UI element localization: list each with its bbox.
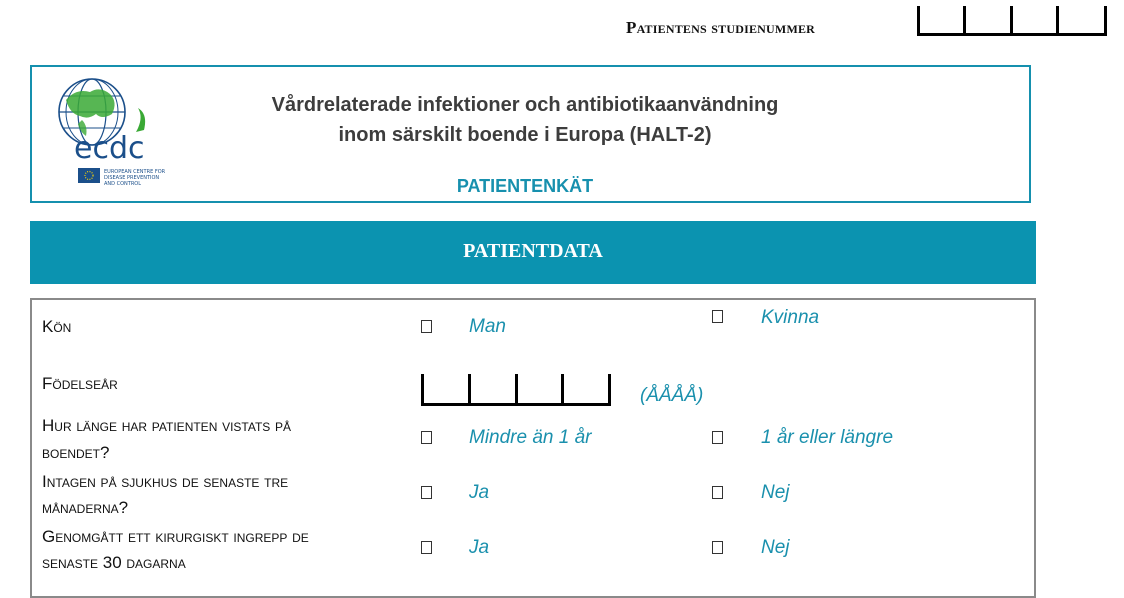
- header-title-line-2: inom särskilt boende i Europa (HALT-2): [338, 124, 712, 146]
- surgery-no-checkbox[interactable]: [712, 541, 723, 554]
- hospital-yes-option: Ja: [469, 482, 490, 503]
- stay-long-checkbox[interactable]: [712, 431, 723, 444]
- gender-man-checkbox[interactable]: [421, 320, 432, 333]
- header-title-line-1: Vårdrelaterade infektioner och antibiotikaanvändning: [271, 94, 779, 116]
- ecdc-wordmark: ecdc: [74, 131, 145, 166]
- svg-text:EUROPEAN CENTRE FOR: EUROPEAN CENTRE FOR: [104, 169, 166, 175]
- surgery-label-line-1: Genomgått ett kirurgiskt ingrepp de: [42, 527, 309, 546]
- study-number-label: Patientens studienummer: [626, 18, 816, 37]
- stay-label-line-1: Hur länge har patienten vistats på: [42, 416, 292, 435]
- study-number-input[interactable]: [917, 6, 1107, 36]
- svg-text:AND CONTROL: AND CONTROL: [104, 181, 142, 187]
- svg-text:DISEASE PREVENTION: DISEASE PREVENTION: [104, 175, 160, 181]
- surgery-yes-option: Ja: [469, 537, 490, 558]
- section-title: PATIENTDATA: [463, 240, 603, 262]
- hospital-label-line-2: månaderna?: [42, 498, 129, 517]
- gender-label: Kön: [42, 317, 72, 336]
- stay-label-line-2: boendet?: [42, 443, 110, 462]
- surgery-no-option: Nej: [761, 537, 790, 558]
- surgery-label-line-2: senaste 30 dagarna: [42, 553, 186, 572]
- ecdc-logo: [52, 74, 182, 192]
- gender-woman-checkbox[interactable]: [712, 310, 723, 323]
- form-subtitle: PATIENTENKÄT: [456, 176, 594, 196]
- hospital-no-option: Nej: [761, 482, 790, 503]
- gender-man-option: Man: [469, 316, 506, 337]
- birth-year-input[interactable]: [421, 374, 611, 406]
- birth-year-label: Födelseår: [42, 374, 118, 393]
- hospital-yes-checkbox[interactable]: [421, 486, 432, 499]
- stay-short-checkbox[interactable]: [421, 431, 432, 444]
- surgery-yes-checkbox[interactable]: [421, 541, 432, 554]
- section-banner: [30, 221, 1036, 284]
- birth-year-format: (ÅÅÅÅ): [640, 385, 704, 406]
- hospital-no-checkbox[interactable]: [712, 486, 723, 499]
- stay-long-option: 1 år eller längre: [761, 427, 894, 448]
- hospital-label-line-1: Intagen på sjukhus de senaste tre: [42, 472, 289, 491]
- gender-woman-option: Kvinna: [761, 307, 820, 328]
- stay-short-option: Mindre än 1 år: [469, 427, 592, 448]
